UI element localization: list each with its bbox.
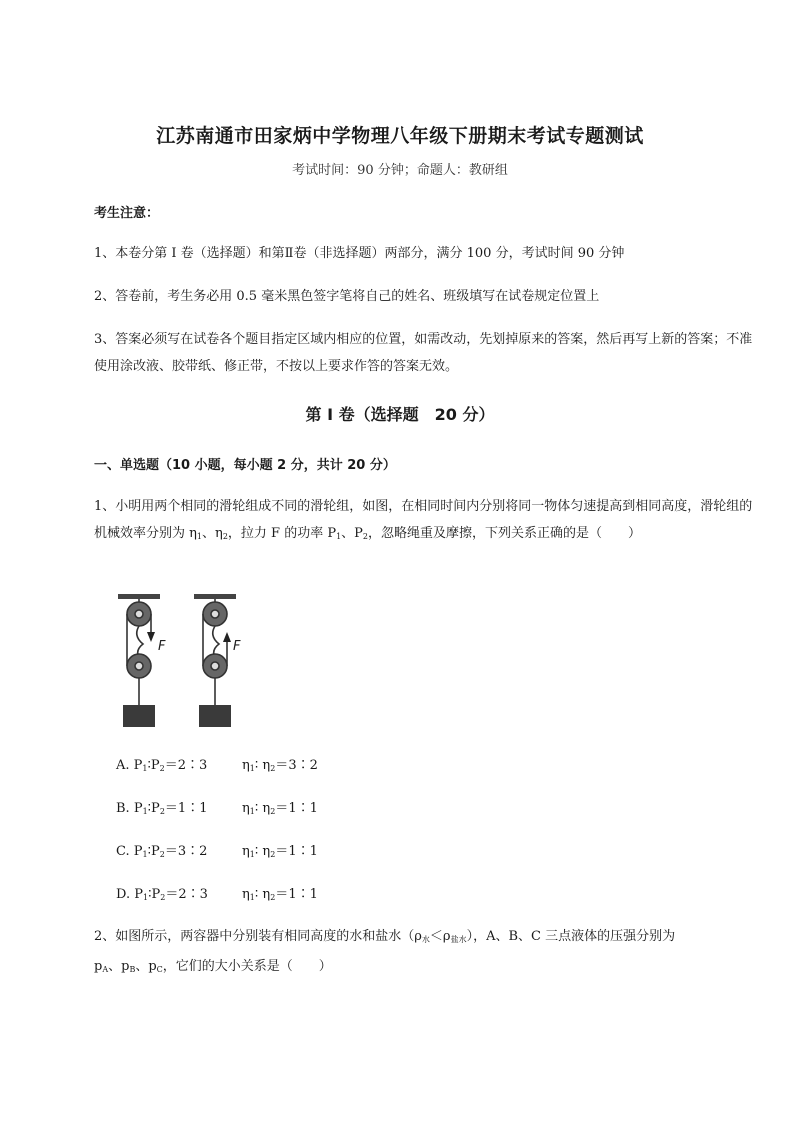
force-label-right: F xyxy=(233,639,241,654)
option-a[interactable]: A. $P_1∶P_2=2∶3$ $\eta_1∶$ $\eta_2=3∶2$ xyxy=(116,758,318,773)
arrow-down-icon xyxy=(147,632,155,642)
option-c[interactable]: C. $P_1∶P_2=3∶2$ $\eta_1∶$ $\eta_2=1∶1$ xyxy=(116,844,318,859)
exam-info: 考试时间：90 分钟；命题人：教研组 xyxy=(292,163,508,178)
option-d[interactable]: D. $P_1∶P_2=2∶3$ $\eta_1∶$ $\eta_2=1∶1$ xyxy=(116,887,318,902)
pulley-system-left xyxy=(118,594,160,727)
pulley-figure xyxy=(112,590,262,730)
force-label-left: F xyxy=(158,639,166,654)
question-1-stem: 1、小明用两个相同的滑轮组成不同的滑轮组，如图，在相同时间内分别将同一物体匀速提高到相同高度，滑轮组的机械效率分别为 $\eta_1$、$\eta_2$，拉力 F 的功率 $P_1$、$P_2$，忽略绳重及摩擦，下列关系正确的是（ ） xyxy=(94,499,753,541)
page-title: 江苏南通市田家炳中学物理八年级下册期末考试专题测试 xyxy=(156,125,644,147)
note-item: 2、答卷前，考生务必用 0.5 毫米黑色签字笔将自己的姓名、班级填写在试卷规定位置上 xyxy=(94,289,600,304)
pulley-system-right xyxy=(194,594,236,727)
note-item: 3、答案必须写在试卷各个题目指定区域内相应的位置，如需改动，先划掉原来的答案，然后再写上新的答案；不准使用涂改液、胶带纸、修正带，不按以上要求作答的答案无效。 xyxy=(94,332,753,374)
arrow-up-icon xyxy=(223,632,231,642)
note-item: 1、本卷分第 I 卷（选择题）和第Ⅱ卷（非选择题）两部分，满分 100 分，考试时间 90 分钟 xyxy=(94,246,625,261)
notes-heading: 考生注意： xyxy=(94,206,160,221)
option-b[interactable]: B. $P_1∶P_2=1∶1$ $\eta_1∶$ $\eta_2=1∶1$ xyxy=(116,801,318,816)
section-title: 第 I 卷（选择题 20 分） xyxy=(305,405,495,424)
question-2-stem: 2、如图所示，两容器中分别装有相同高度的水和盐水$(\rho_水<\rho_{盐水})$，A、B、C 三点液体的压强分别为 $p_A$、$p_B$、$p_C$，它们的大小关系是（ ） xyxy=(94,929,676,974)
part-heading: 一、单选题（10 小题，每小题 2 分，共计 20 分） xyxy=(94,458,396,473)
